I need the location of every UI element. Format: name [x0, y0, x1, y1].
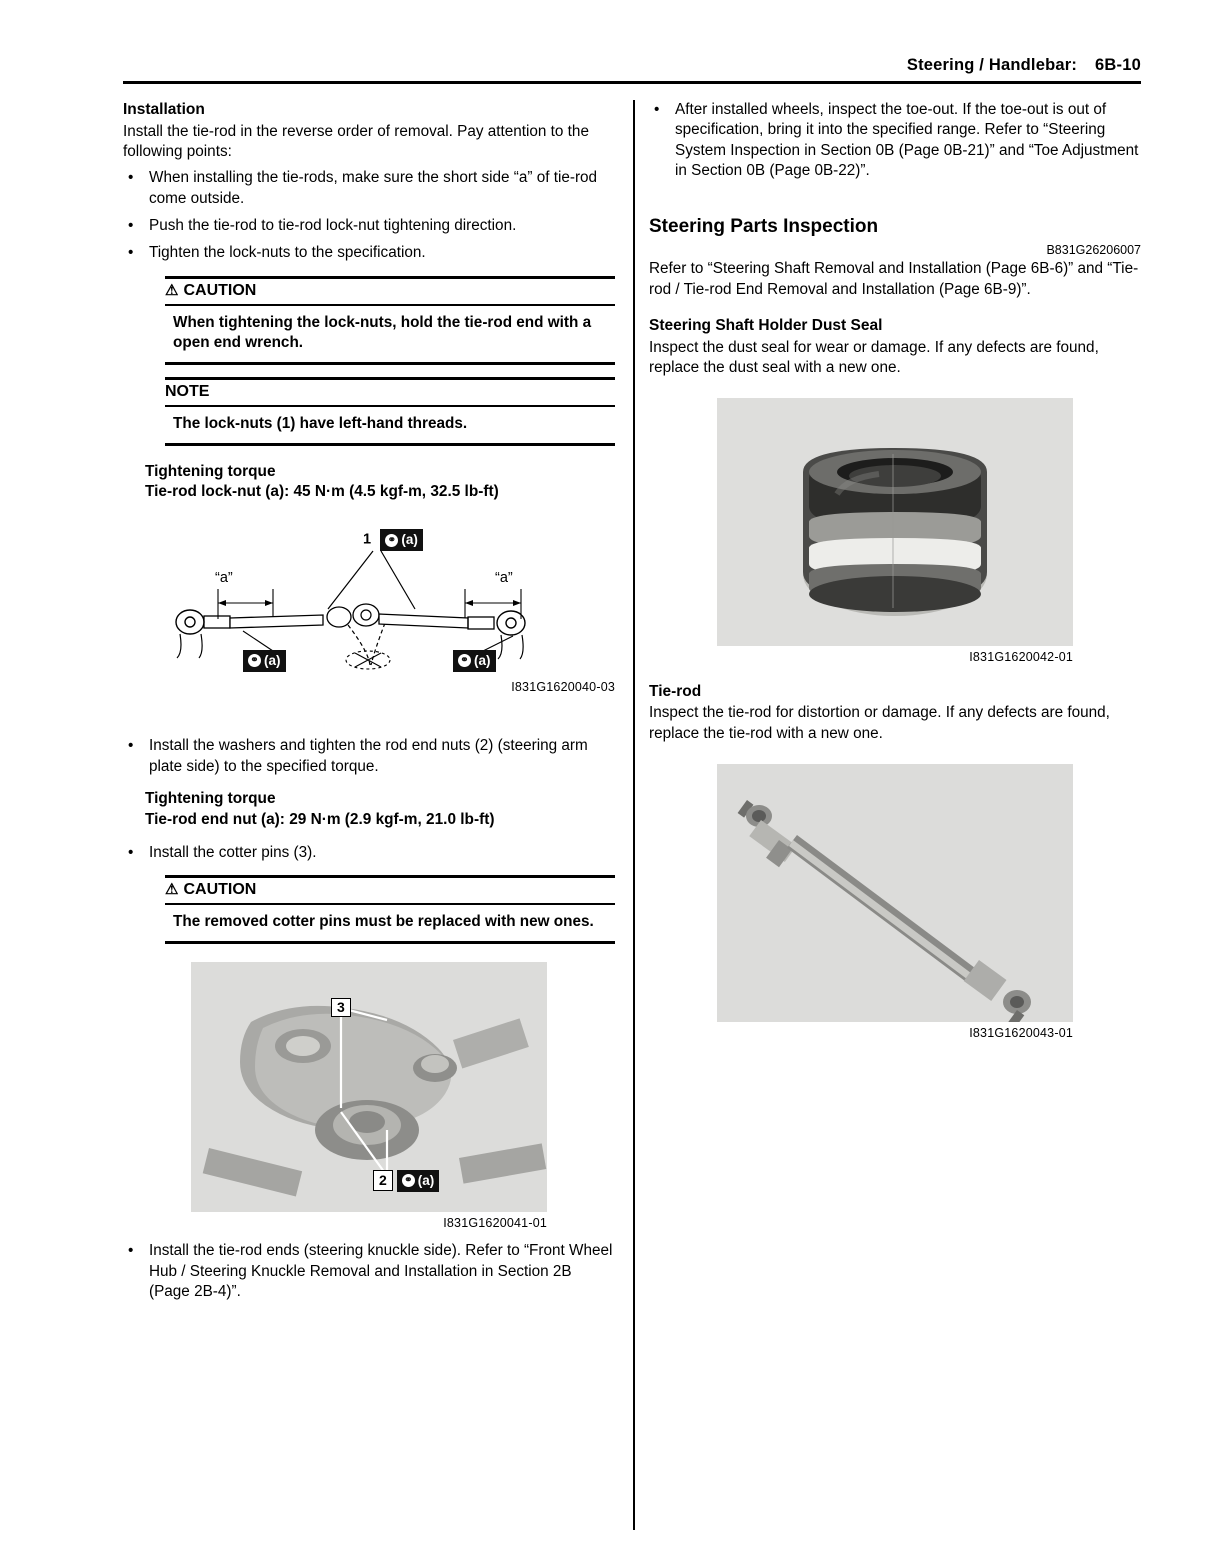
torque-tag-icon [380, 529, 423, 551]
section-code: B831G26206007 [1046, 242, 1141, 257]
torque-heading: Tightening torque [145, 462, 276, 480]
warning-triangle-icon: ⚠ [165, 281, 179, 299]
list-item: • Install the tie-rod ends (steering knuckle side). Refer to “Front Wheel Hub / Steering Knuckle Removal and Installation in Section 2B (Page 2B-4)”. [123, 1241, 615, 1302]
installation-intro: Install the tie-rod in the reverse order of removal. Pay attention to the following points: [123, 122, 589, 160]
photo-artwork [717, 764, 1073, 1022]
caution-label-row [165, 878, 615, 903]
list-item: • When installing the tie-rods, make sure the short side “a” of tie-rod come outside. [123, 168, 615, 209]
figure1-torque-tag-left [243, 649, 286, 671]
note-label: NOTE [165, 382, 210, 400]
dust-seal-heading: Steering Shaft Holder Dust Seal [649, 316, 883, 334]
installation-bullet-list [123, 168, 615, 263]
figure-tie-rod-assembly [123, 521, 615, 726]
torque-heading: Tightening torque [145, 789, 276, 807]
caution-rule-bottom [165, 941, 615, 944]
tie-rod-heading: Tie-rod [649, 682, 702, 700]
figure2-id: I831G1620041-01 [443, 1215, 547, 1230]
torque-spec: Tie-rod lock-nut (a): 45 N·m (4.5 kgf-m, 32.5 lb-ft) [145, 483, 499, 501]
tie-rod-ends-bullet-list [123, 1241, 615, 1302]
header-section-title: Steering / Handlebar: [906, 56, 1078, 74]
figure2-callout-2: 2 [373, 1170, 393, 1191]
figure1-id: I831G1620040-03 [511, 680, 615, 695]
cotter-bullet-list [123, 843, 615, 863]
figure-steering-arm-plate [191, 962, 615, 1232]
torque-tag-icon [397, 1170, 440, 1192]
torque-tag-label: (a) [474, 652, 491, 668]
caution-label-row [165, 279, 615, 304]
wrench-icon: ⚭ [458, 654, 471, 667]
wrench-icon: ⚭ [248, 654, 261, 667]
photo-artwork [717, 398, 1073, 646]
torque-tag-label: (a) [264, 652, 281, 668]
figure1-callout-number-1: 1 [363, 531, 372, 548]
caution-label: CAUTION [183, 281, 257, 299]
torque-tag-label: (a) [401, 532, 418, 548]
section-intro: Refer to “Steering Shaft Removal and Installation (Page 6B-6)” and “Tie-rod / Tie-rod End Removal and Installation (Page 6B-9)”. [649, 260, 1139, 298]
list-item: • Push the tie-rod to tie-rod lock-nut tightening direction. [123, 216, 615, 236]
photo-steering-arm-plate [191, 962, 547, 1212]
photo-tie-rod [717, 764, 1073, 1022]
caution-box-2 [165, 875, 615, 944]
photo-artwork [191, 962, 547, 1212]
washer-bullet-list [123, 736, 615, 777]
figure-tie-rod-photo [717, 764, 1141, 1042]
torque-spec: Tie-rod end nut (a): 29 N·m (2.9 kgf-m, 21.0 lb-ft) [145, 810, 495, 828]
torque-tag-label: (a) [417, 1172, 435, 1188]
caution-box-1 [165, 276, 615, 365]
figure1-callout-top [363, 529, 423, 551]
list-item: • Install the washers and tighten the rod end nuts (2) (steering arm plate side) to the specified torque. [123, 736, 615, 777]
figure-dust-seal [717, 398, 1141, 666]
dust-seal-text: Inspect the dust seal for wear or damage. If any defects are found, replace the dust seal with a new one. [649, 338, 1099, 376]
photo-dust-seal [717, 398, 1073, 646]
column-divider [633, 100, 635, 1530]
figure1-torque-tag-right [453, 649, 496, 671]
caution-text: When tightening the lock-nuts, hold the tie-rod end with a open end wrench. [173, 313, 592, 352]
figure1-label-a-right: “a” [495, 570, 513, 587]
warning-triangle-icon: ⚠ [165, 881, 179, 898]
note-label-row [165, 380, 615, 405]
caution-label: CAUTION [183, 880, 257, 898]
note-rule-bottom [165, 443, 615, 446]
note-text: The lock-nuts (1) have left-hand threads. [173, 415, 468, 433]
tie-rod-text: Inspect the tie-rod for distortion or damage. If any defects are found, replace the tie-rod with a new one. [649, 704, 1110, 742]
figure-tie-rod-id: I831G1620043-01 [969, 1026, 1073, 1041]
torque-tag-icon [453, 650, 496, 672]
torque-block-1 [145, 462, 615, 504]
figure1-label-a-left: “a” [215, 570, 233, 587]
list-item: • Tighten the lock-nuts to the specification. [123, 243, 615, 263]
note-box-1 [165, 377, 615, 446]
figure2-callout-3: 3 [331, 998, 351, 1017]
torque-block-2 [145, 789, 615, 831]
page-title: Steering Parts Inspection [649, 216, 879, 238]
left-column [123, 100, 615, 1309]
figure-dust-seal-id: I831G1620042-01 [969, 650, 1073, 665]
right-column [649, 100, 1141, 1042]
caution-rule-bottom [165, 362, 615, 365]
list-item: • Install the cotter pins (3). [123, 843, 615, 863]
torque-tag-icon [243, 650, 286, 672]
wrench-icon: ⚭ [385, 534, 398, 547]
installation-heading: Installation [123, 101, 205, 118]
toe-out-bullet-list [649, 100, 1141, 181]
caution-text: The removed cotter pins must be replaced with new ones. [173, 913, 594, 931]
page-header [123, 56, 1141, 75]
header-page-number: 6B-10 [1095, 56, 1141, 74]
figure2-callout-2-group [373, 1170, 439, 1192]
wrench-icon: ⚭ [402, 1174, 415, 1187]
list-item: • After installed wheels, inspect the toe-out. If the toe-out is out of specification, bring it into the specified range. Refer to “Steering System Inspection in Section 0B (Page 0B-21)” and “Toe Adjustment in Section 0B (Page 0B-22)”. [649, 100, 1141, 181]
header-divider-rule [123, 81, 1141, 84]
